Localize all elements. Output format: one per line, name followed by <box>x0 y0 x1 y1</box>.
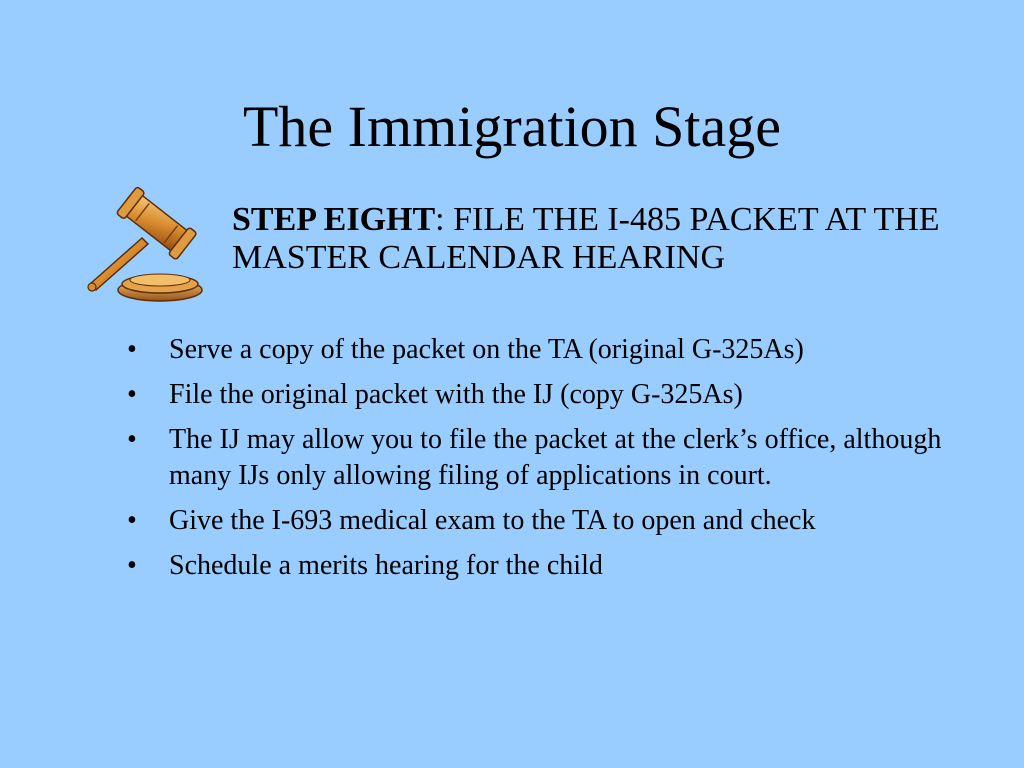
bullet-text: Schedule a merits hearing for the child <box>169 550 603 581</box>
bullet-marker: • <box>127 334 137 365</box>
gavel-icon <box>82 186 206 306</box>
bullet-item <box>127 332 997 368</box>
bullet-text: Serve a copy of the packet on the TA (original G-325As) <box>169 334 804 365</box>
bullet-marker: • <box>127 379 137 410</box>
bullet-list <box>127 332 997 593</box>
step-heading-text: : FILE THE I-485 PACKET AT THE MASTER CALENDAR HEARING <box>232 201 940 276</box>
step-heading <box>232 201 992 277</box>
bullet-item <box>127 503 997 539</box>
bullet-text: Give the I-693 medical exam to the TA to open and check <box>169 505 816 536</box>
slide-title: The Immigration Stage <box>243 94 781 159</box>
bullet-item <box>127 422 997 494</box>
bullet-marker: • <box>127 550 137 581</box>
step-heading-lead: STEP EIGHT <box>232 201 436 238</box>
bullet-marker: • <box>127 505 137 536</box>
bullet-item <box>127 377 997 413</box>
bullet-text: The IJ may allow you to file the packet at the clerk’s office, although many IJs only allowing filing of applications in court. <box>169 424 942 491</box>
bullet-text: File the original packet with the IJ (copy G-325As) <box>169 379 743 410</box>
bullet-item <box>127 548 997 584</box>
bullet-marker: • <box>127 424 137 455</box>
